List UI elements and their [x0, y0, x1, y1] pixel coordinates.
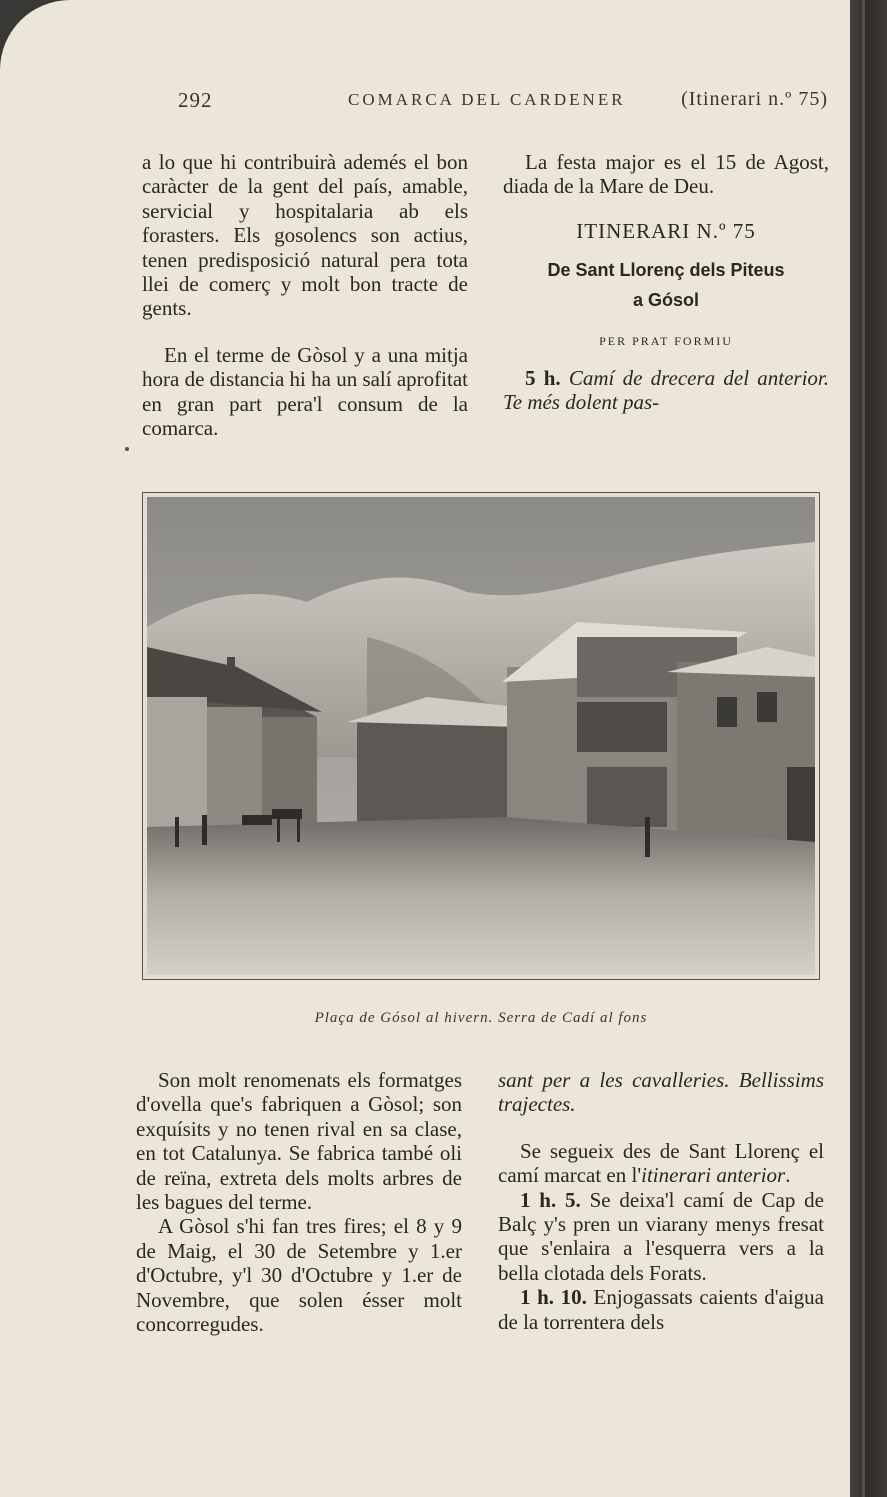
route-title-line-1: De Sant Llorenç dels Piteus [547, 260, 785, 281]
text-se-segueix: Se segueix des de Sant Llorenç el camí marcat en l' [498, 1138, 824, 1188]
time-5h: 5 h. [525, 365, 561, 390]
figure-frame [142, 492, 820, 980]
time-1h10: 1 h. 10. [520, 1285, 587, 1310]
route-title [503, 255, 829, 315]
paragraph-festa-major: La festa major es el 15 de Agost, diada de la Mare de Deu. [503, 150, 829, 199]
text-enjogassats: Enjogassats caients d'aigua de la torrentera dels [498, 1285, 825, 1334]
bottom-left-column [136, 1068, 462, 1336]
paragraph-fires: A Gòsol s'hi fan tres fires; el 8 y 9 de Maig, el 30 de Setembre y 1.er d'Octubre, y'l 30 d'Octubre y 1.er de Novembre, que solen ésser molt concorregudes. [136, 1214, 462, 1337]
paragraph-gent: a lo que hi contribuirà ademés el bon caràcter de la gent del país, amable, servicial y hospitalaria ab els forasters. Els gosolencs son actius, tenen predisposició natural pera tota llei de comerç y molt bon tracte de gents. [142, 150, 468, 321]
page-number: 292 [178, 88, 213, 112]
paragraph-enjogassats [498, 1285, 824, 1334]
paragraph-formatges: Son molt renomenats els formatges d'ovella que's fabriquen a Gòsol; son exquísits y no tenen rival en sa clase, en tot Catalunya. Se fabrica també oli de reïna, extreta dels molts arbres de les bagues del terme. [136, 1068, 462, 1215]
running-title: COMARCA DEL CARDENER [348, 90, 626, 109]
text-itinerari-anterior: itinerari anterior [641, 1163, 786, 1188]
time-1h5: 1 h. 5. [520, 1187, 581, 1212]
top-left-column [142, 150, 468, 440]
text-cap-de-balc: Se deixa'l camí de Cap de Balç y's pren un viarany menys fresat que s'enlaira a l'esquerra vers a la bella clotada dels Forats. [498, 1187, 825, 1285]
itinerari-heading: ITINERARI N.º 75 [576, 218, 756, 243]
paragraph-sali: En el terme de Gòsol y a una mitja hora de distancia hi ha un salí aprofitat en gran part pera'l consum de la comarca. [142, 342, 468, 441]
page-edge-shadow [850, 0, 887, 1497]
photo-gosol-square [147, 497, 815, 975]
margin-dot [125, 447, 129, 451]
author-credit: PER PRAT FORMIU [599, 334, 733, 349]
paragraph-se-segueix [498, 1139, 824, 1188]
top-right-column [503, 150, 829, 414]
page-edge-line [862, 0, 865, 1497]
itinerary-reference: (Itinerari n.º 75) [681, 88, 828, 110]
text-period: . [785, 1163, 791, 1188]
bottom-right-column [498, 1068, 824, 1334]
paragraph-drecera [503, 366, 829, 415]
paragraph-cavalleries: sant per a les cavalleries. Bellissims trajectes. [498, 1068, 824, 1117]
paragraph-cap-de-balc [498, 1188, 824, 1286]
running-header [178, 88, 828, 118]
text-cami-drecera: Camí de drecera del anterior. Te més dolent pas- [503, 365, 829, 415]
route-title-line-2: a Gósol [632, 290, 699, 311]
figure-caption: Plaça de Gósol al hivern. Serra de Cadí al fons [314, 1010, 648, 1026]
